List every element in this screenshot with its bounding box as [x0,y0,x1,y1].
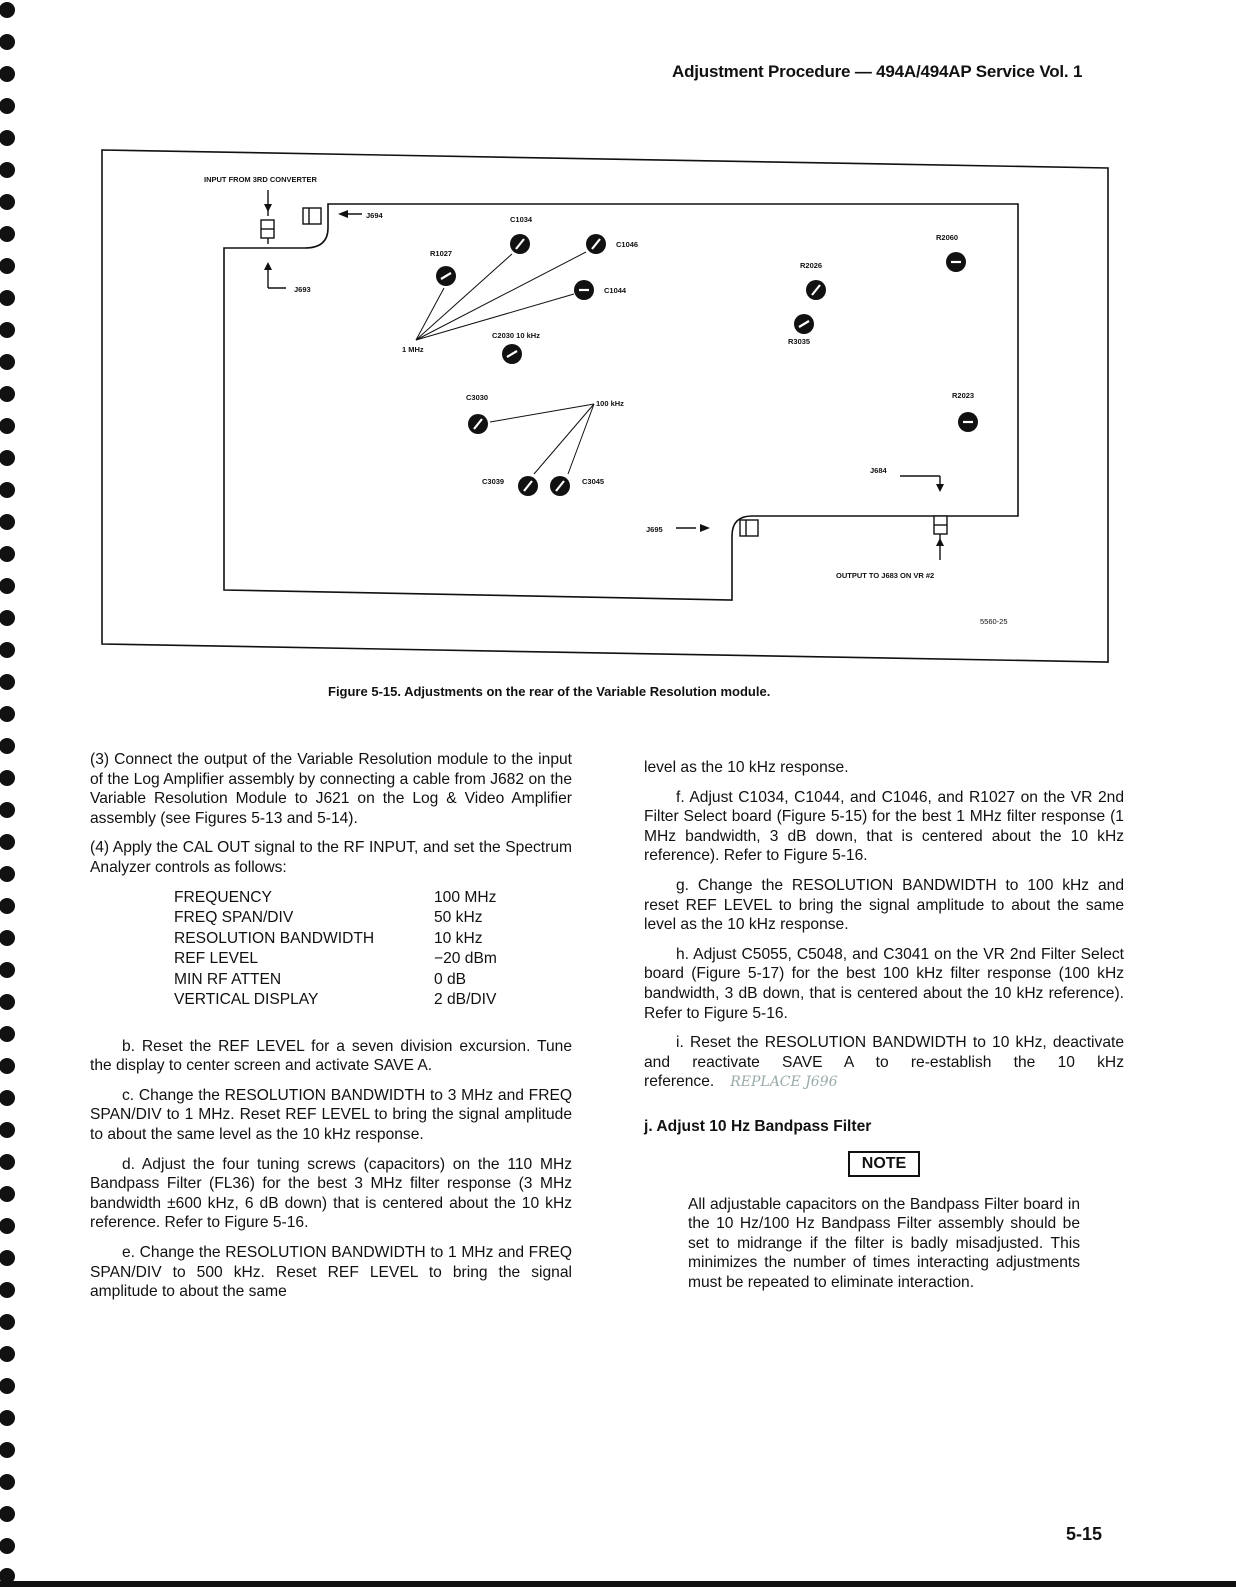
settings-row [174,970,497,991]
settings-row [174,929,497,950]
figure-caption: Figure 5-15. Adjustments on the rear of the Variable Resolution module. [328,684,771,699]
page-header: Adjustment Procedure — 494A/494AP Service Vol. 1 [672,62,1083,81]
setting-name: FREQ SPAN/DIV [174,909,294,927]
label-j694: J694 [366,211,383,220]
setting-name: FREQUENCY [174,888,272,906]
connector-j694 [303,208,362,224]
page-number: 5-15 [1066,1524,1103,1544]
step-f: f. Adjust C1034, C1044, and C1046, and R1027 on the VR 2nd Filter Select board (Figure 5-15) for the best 1 MHz filter response (1 MHz bandwidth, 3 dB down, that is centered about the 10 kHz reference). Refer to Figure 5-16. [644,788,1124,865]
bottom-rule [0,1581,1236,1587]
step-d: d. Adjust the four tuning screws (capacitors) on the 110 MHz Bandpass Filter (FL36) for the best 3 MHz filter response (3 MHz bandwidth ±600 kHz, 6 dB down) that is centered about the 10 kHz reference. Refer to Figure 5-16. [90,1155,572,1232]
leader-lines-1mhz [416,252,586,340]
label-c1034: C1034 [510,215,533,224]
step-4: (4) Apply the CAL OUT signal to the RF INPUT, and set the Spectrum Analyzer controls as follows: [90,839,572,876]
label-c3045: C3045 [582,477,605,486]
label-r3035: R3035 [788,337,811,346]
step-c: c. Change the RESOLUTION BANDWIDTH to 3 MHz and FREQ SPAN/DIV to 1 MHz. Reset REF LEVEL to bring the signal amplitude to about the same level as the 10 kHz response. [90,1086,572,1143]
note-text: All adjustable capacitors on the Bandpass Filter board in the 10 Hz/100 Hz Bandpass Filter assembly should be set to midrange if the filter is badly misadjusted. This minimizes the number of times interacting adjustments must be repeated to eliminate interaction. [688,1195,1080,1291]
setting-name: MIN RF ATTEN [174,970,282,988]
binder-holes [0,0,24,1587]
right-column [644,758,1124,1292]
step-i-text: i. Reset the RESOLUTION BANDWIDTH to 10 kHz, deactivate and reactivate SAVE A to re-establish the 10 kHz reference. [644,1034,1124,1091]
handwritten-note: REPLACE J696 [730,1074,838,1091]
label-j695: J695 [646,525,663,534]
step-b: b. Reset the REF LEVEL for a seven division excursion. Tune the display to center screen and activate SAVE A. [90,1037,572,1075]
leader-lines-100khz [490,404,594,474]
setting-value: 0 dB [434,970,467,988]
setting-value: 10 kHz [434,929,483,947]
label-r1027: R1027 [430,249,453,258]
setting-name: VERTICAL DISPLAY [174,991,319,1009]
step-e-continued: level as the 10 kHz response. [644,759,849,776]
board-diagram [100,148,1110,664]
label-c1044: C1044 [604,286,627,295]
settings-row [174,888,497,909]
step-h: h. Adjust C5055, C5048, and C3041 on the VR 2nd Filter Select board (Figure 5-17) for the best 100 kHz filter response (100 kHz bandwidth, 3 dB down, that is centered about the 10 kHz reference). Refer to Figure 5-16. [644,945,1124,1022]
label-1mhz: 1 MHz [402,345,424,354]
step-i [644,1033,1124,1093]
label-100khz: 100 kHz [596,399,624,408]
step-3: (3) Connect the output of the Variable Resolution module to the input of the Log Amplifier assembly by connecting a cable from J682 on the Variable Resolution Module to J621 on the Log & Video Amplifier assembly (see Figures 5-13 and 5-14). [90,751,572,827]
settings-row [174,908,497,929]
label-r2023: R2023 [952,391,975,400]
setting-value: 2 dB/DIV [434,991,497,1009]
settings-row [174,949,497,970]
label-input: INPUT FROM 3RD CONVERTER [204,175,317,184]
label-j684: J684 [870,466,887,475]
step-e: e. Change the RESOLUTION BANDWIDTH to 1 MHz and FREQ SPAN/DIV to 500 kHz. Reset REF LEVEL to bring the signal amplitude to about the same [90,1243,572,1301]
label-c2030: C2030 10 kHz [492,331,540,340]
step-g: g. Change the RESOLUTION BANDWIDTH to 100 kHz and reset REF LEVEL to bring the signal amplitude to about the same level as the 10 kHz response. [644,876,1124,934]
label-c1046: C1046 [616,240,639,249]
settings-table [174,888,497,1011]
note-label: NOTE [848,1151,920,1177]
setting-value: −20 dBm [434,950,497,968]
label-r2060: R2060 [936,233,959,242]
setting-value: 50 kHz [434,909,483,927]
label-c3039: C3039 [482,477,505,486]
left-column [90,750,572,1312]
label-output: OUTPUT TO J683 ON VR #2 [836,571,935,580]
adjustment-screws [436,234,978,496]
setting-name: REF LEVEL [174,950,259,968]
section-heading: j. Adjust 10 Hz Bandpass Filter [644,1117,872,1135]
settings-row [174,990,497,1011]
label-r2026: R2026 [800,261,823,270]
label-fig-id: 5560-25 [980,617,1008,626]
connector-j695 [676,520,758,536]
setting-value: 100 MHz [434,888,497,906]
label-c3030: C3030 [466,393,489,402]
label-j693: J693 [294,285,311,294]
setting-name: RESOLUTION BANDWIDTH [174,929,375,947]
